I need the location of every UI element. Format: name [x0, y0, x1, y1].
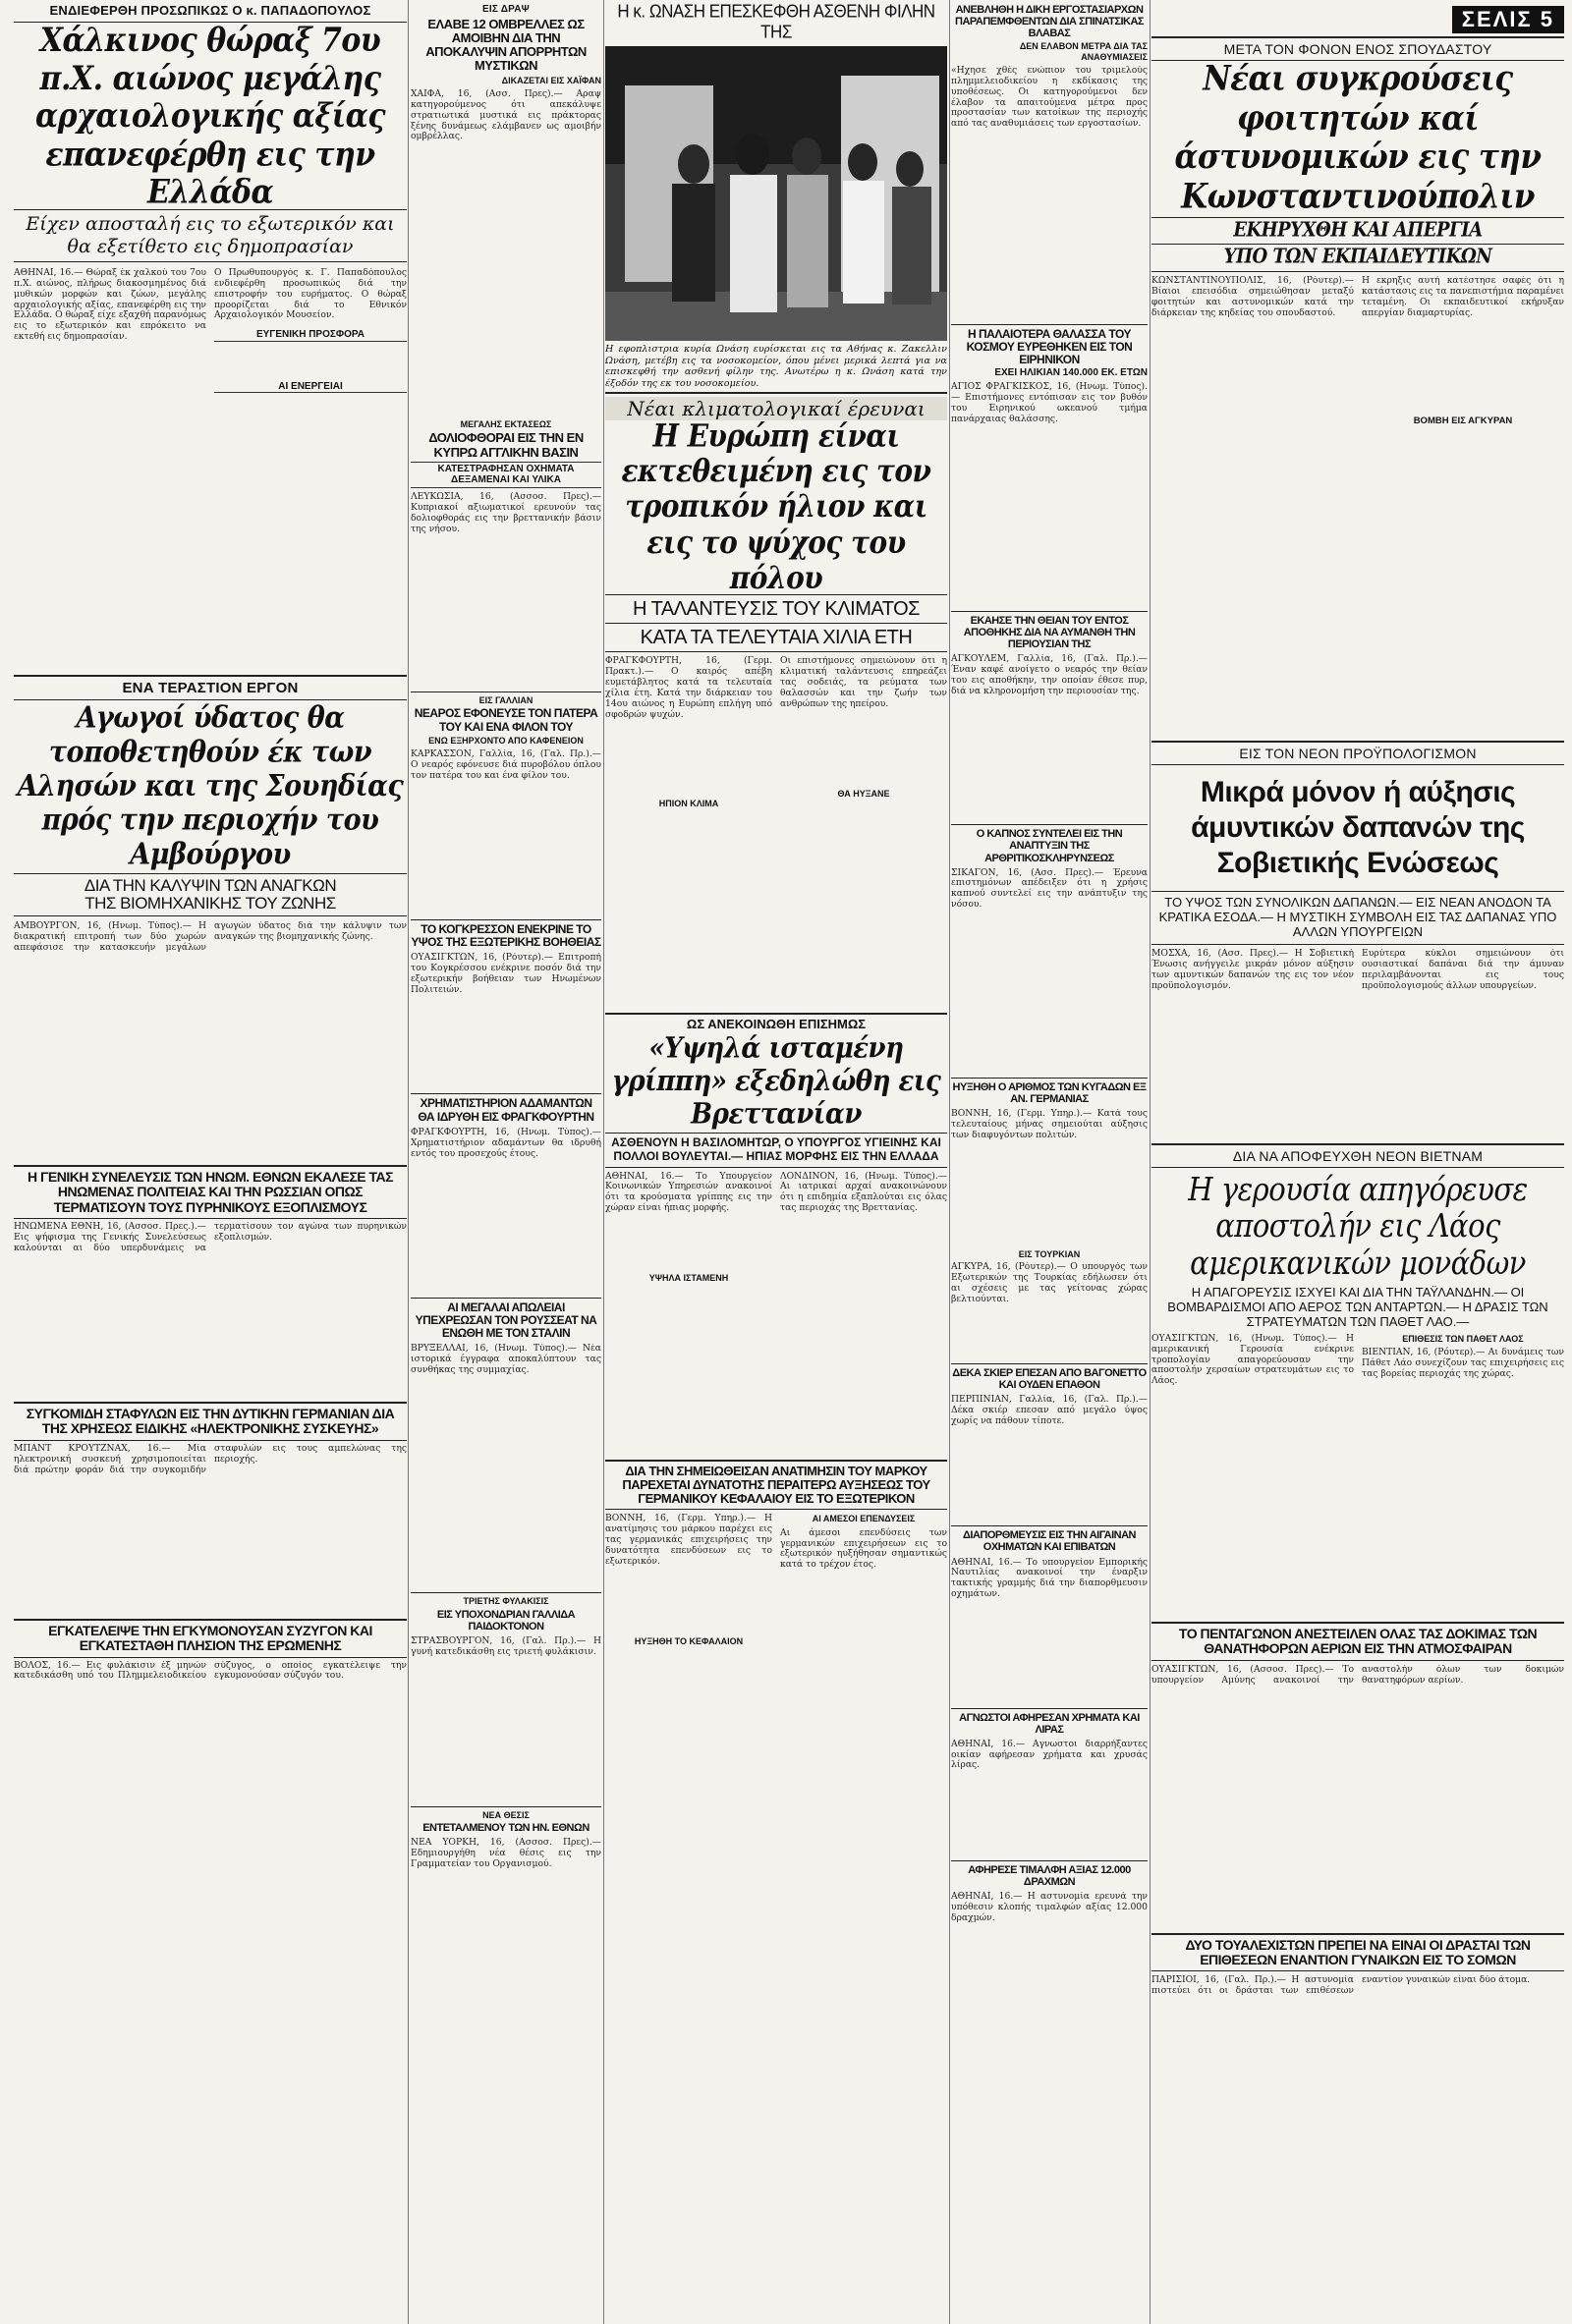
headline: Ο ΚΑΠΝΟΣ ΣΥΝΤΕΛΕΙ ΕΙΣ ΤΗΝ ΑΝΑΠΤΥΞΙΝ ΤΗΣ ΑΡΘΡΙΤΙΚΟΣΚΛΗΡΥΝΣΕΩΣ — [976, 828, 1123, 864]
subheadline: ΕΝΩ ΕΞΗΡΧΟΝΤΟ ΑΠΟ ΚΑΦΕΝΕΙΟΝ — [428, 735, 584, 746]
kicker: ΜΕΤΑ ΤΟΝ ΦΟΝΟΝ ΕΝΟΣ ΣΠΟΥΔΑΣΤΟΥ — [1223, 41, 1492, 57]
inset-heading: ΕΠΙΘΕΣΙΣ ΤΩΝ ΠΑΘΕΤ ΛΑΟΣ — [1402, 1333, 1524, 1344]
headline: Μικρά μόνον ή αύξησις άμυντικών δαπανών της Σοβιετικής Ενώσεως — [1191, 776, 1525, 880]
kicker: ΔΙΑ ΝΑ ΑΠΟΦΕΥΧΘΗ ΝΕΟΝ ΒΙΕΤΝΑΜ — [1232, 1147, 1484, 1164]
article-body: ΚΑΡΚΑΣΣΟΝ, Γαλλία, 16, (Γαλ. Πρ.).— Ο νεαρός εφόνευσε διά πυροβόλου όπλου τον πατέρα του και ένα φίλον του. — [411, 749, 601, 781]
headline: ΗΥΞΗΘΗ Ο ΑΡΙΘΜΟΣ ΤΩΝ ΚΥΓΑΔΩΝ ΕΞ ΑΝ. ΓΕΡΜΑΝΙΑΣ — [952, 1080, 1147, 1105]
kicker: ΕΙΣ ΤΟΝ ΝΕΟΝ ΠΡΟΫΠΟΛΟΓΙΣΜΟΝ — [1239, 746, 1477, 762]
article-body: ΣΤΡΑΣΒΟΥΡΓΟΝ, 16, (Γαλ. Πρ.).— Η γυνή κατεδικάσθη εις τριετή φυλάκισιν. — [411, 1635, 601, 1657]
article-body: ΒΟΝΝΗ, 16, (Γερμ. Υπηρ.).— Κατά τους τελευταίους μήνας σημειούται αύξησις των διαφυγόντων πολιτών. — [951, 1108, 1148, 1140]
kicker: ΝΕΑ ΘΕΣΙΣ — [482, 1809, 530, 1820]
headline: Χάλκινος θώραξ 7ου π.Χ. αιώνος μεγάλης αρχαιολογικής αξίας επανεφέρθη εις την Ελλάδα — [35, 21, 385, 212]
article-body: Αι άμεσοι επενδύσεις των γερμανικών επιχειρήσεων εις το εξωτερικόν ηυξήθησαν σημαντικώς κατά το τρέχον έτος. — [780, 1526, 947, 1571]
inset-heading: ΥΨΗΛΑ ΙΣΤΑΜΕΝΗ — [648, 1272, 729, 1283]
inset-heading: ΗΠΙΟΝ ΚΛΙΜΑ — [658, 799, 719, 809]
column-1 — [14, 0, 407, 2324]
news-photo — [605, 46, 947, 341]
column-rule — [1150, 0, 1151, 2324]
headline: Η κ. ΩΝΑΣΗ ΕΠΕΣΚΕΦΘΗ ΑΣΘΕΝΗ ΦΙΛΗΝ ΤΗΣ — [617, 1, 935, 42]
headline: ΝΕΑΡΟΣ ΕΦΟΝΕΥΣΕ ΤΟΝ ΠΑΤΕΡΑ ΤΟΥ ΚΑΙ ΕΝΑ ΦΙΛΟΝ ΤΟΥ — [414, 706, 598, 734]
column-rule — [603, 0, 604, 2324]
subheadline: ΚΑΤΑ ΤΑ ΤΕΛΕΥΤΑΙΑ ΧΙΛΙΑ ΕΤΗ — [640, 627, 913, 649]
subheadline: ΥΠΟ ΤΩΝ ΕΚΠΑΙΔΕΥΤΙΚΩΝ — [1223, 245, 1492, 269]
headline: Αγωγοί ύδατος θα τοποθετηθούν έκ των Αλησών και της Σουηδίας πρός την περιοχήν του Αμβούργου — [17, 700, 404, 872]
article-body: ΑΘΗΝΑΙ, 16.— Το υπουργείον Εμπορικής Ναυτιλίας ανακοινοί την έναρξιν τακτικής γραμμής διά την διαπορθμευσιν οχημάτων. — [951, 1557, 1148, 1600]
column-rule — [949, 0, 950, 2324]
subheadline: ΤΗΣ ΒΙΟΜΗΧΑΝΙΚΗΣ ΤΟΥ ΖΩΝΗΣ — [14, 895, 407, 916]
article-body: ΑΘΗΝΑΙ, 16.— Η αστυνομία ερευνά την υπόθεσιν κλοπής τιμαλφών αξίας 12.000 δραχμών. — [951, 1891, 1148, 1923]
subheadline: Είχεν αποσταλή εις το εξωτερικόν και θα εξετίθετο εις δημοπρασίαν — [14, 209, 407, 262]
article-body: «Ηχησε χθές ενώπιον του τριμελούς πλημμελειοδικείου η εκδίκασις της υποθέσεως. Οι κατηγορούμενοι δεν έλαβον τα απαιτούμενα μέτρα προς προστασίαν των κατοίκων της περιοχής από τας αναθυμιάσεις των εργοστασίων. — [951, 65, 1148, 130]
article-body: ΒΟΛΟΣ, 16.— Εις φυλάκισιν έξ μηνών κατεδικάσθη υπό του Πλημμελειοδικείου σύζυγος, ο οποίος εγκατέλειψε την εγκυμονούσαν σύζυγόν του. — [14, 1660, 407, 1682]
headline: Νέαι συγκρούσεις φοιτητών καί άστυνομικών εις την Κωνσταντινούπολιν — [1174, 59, 1542, 217]
column-4 — [951, 0, 1148, 2324]
article-body: ΑΘΗΝΑΙ, 16.— Το Υπουργείον Κοινωνικών Υπηρεσιών ανακοινοί ότι τα κρούσματα γρίππης εις την χώραν είναι ήπιας μορφής. — [605, 1171, 772, 1214]
article-body: ΑΜΒΟΥΡΓΟΝ, 16, (Ηνωμ. Τύπος).— Η διακρατική επιτροπή των δύο χωρών απεφάσισε την κατασκευήν μεγάλων αγωγών ύδατος διά την κάλυψιν των αναγκών της βιομηχανικής ζώνης. — [14, 920, 407, 953]
subheadline: ΕΚΗΡΥΧΘΗ ΚΑΙ ΑΠΕΡΓΙΑ — [1233, 218, 1483, 242]
section-label: ΕΙΣ ΤΟΥΡΚΙΑΝ — [1018, 1248, 1081, 1259]
column-2 — [411, 0, 601, 2324]
article-body: ΦΡΑΓΚΦΟΥΡΤΗ, 16, (Γερμ. Πρακτ.).— Ο καιρός απέβη ευμετάβλητος κατά τα τελευταία χίλια έτη. Κατά την διάρκειαν του 14ου αιώνος η Ευρώπη επλήγη υπό σφοδρών ψυχών. — [605, 656, 772, 720]
subheadline: ΕΧΕΙ ΗΛΙΚΙΑΝ 140.000 ΕΚ. ΕΤΩΝ — [994, 366, 1148, 378]
article-body: ΒΡΥΞΕΛΛΑΙ, 16, (Ηνωμ. Τύπος).— Νέα ιστορικά έγγραφα αποκαλύπτουν τας συνθήκας της συμμαχίας. — [411, 1344, 601, 1376]
article-body: ΚΩΝΣΤΑΝΤΙΝΟΥΠΟΛΙΣ, 16, (Ρόυτερ).— Βίαιοι επεισόδια σημειώθησαν μεταξύ φοιτητών και αστυνομικών κατά την διάρκειαν της κηδείας του σπουδαστού. — [1151, 276, 1354, 318]
subheadline: ΔΙΚΑΖΕΤΑΙ ΕΙΣ ΧΑΪΦΑΝ — [501, 75, 601, 85]
article-body: ΑΘΗΝΑΙ, 16.— Αγνωστοι διαρρήξαντες οικίαν αφήρεσαν χρήματα και χρυσάς λίρας. — [951, 1739, 1148, 1771]
article-body: ΑΓΙΟΣ ΦΡΑΓΚΙΣΚΟΣ, 16, (Ηνωμ. Τύπος).— Επιστήμονες εντόπισαν εις τον βυθόν του Ειρηνικού ωκεανού τμήμα πανάρχαιας θαλάσσης. — [951, 382, 1148, 424]
article-body: Ευρύτερα κύκλοι σημειώνουν ότι ουσιαστικαί δαπάναι διά την άμυναν περιλαμβάνονται εις τους προϋπολογισμούς άλλων υπουργείων. — [1362, 948, 1564, 991]
article-body: ΠΕΡΠΙΝΙΑΝ, Γαλλία, 16, (Γαλ. Πρ.).— Δέκα σκιέρ επεσαν από μεγάλο ύψος χωρίς να πάθουν τίποτε. — [951, 1395, 1148, 1427]
subheadline: ΔΙΑ ΤΗΝ ΚΑΛΥΨΙΝ ΤΩΝ ΑΝΑΓΚΩΝ — [84, 875, 337, 895]
article-body: ΝΕΑ ΥΟΡΚΗ, 16, (Ασσοσ. Πρες).— Εδημιουργήθη νέα θέσις εις την Γραμματείαν του Οργανισμού. — [411, 1838, 601, 1870]
headline: Η ΠΑΛΑΙΟΤΕΡΑ ΘΑΛΑΣΣΑ ΤΟΥ ΚΟΣΜΟΥ ΕΥΡΕΘΗΚΕΝ ΕΙΣ ΤΟΝ ΕΙΡΗΝΙΚΟΝ — [966, 326, 1133, 367]
article-body: ΑΘΗΝΑΙ, 16.— Θώραξ έκ χαλκού του 7ου π.Χ. αιώνος, πλήρως διακοσμημένος διά μυθικών μορφών και ζώων, μεγάλης αρχαιολογικής αξίας, επανεφέρθη εις την Ελλάδα. Ο θώραξ είχε εξαχθή παρανόμως εις το εξωτερικόν και επρόκειτο να εκτεθή εις δημοπρασίαν. — [14, 268, 206, 343]
inset-heading: ΗΥΞΗΘΗ ΤΟ ΚΕΦΑΛΑΙΟΝ — [634, 1635, 744, 1646]
article-body: ΟΥΑΣΙΓΚΤΩΝ, 16, (Ασσοσ. Πρες).— Το υπουργείον Αμύνης ανακοινοί την αναστολήν όλων των δοκιμών θανατηφόρων αερίων. — [1151, 1664, 1564, 1686]
headline: ΑΝΕΒΛΗΘΗ Η ΔΙΚΗ ΕΡΓΟΣΤΑΣΙΑΡΧΩΝ ΠΑΡΑΠΕΜΦΘΕΝΤΩΝ ΔΙΑ ΣΠΙΝΑΤΣΙΚΑΣ ΒΛΑΒΑΣ — [955, 4, 1144, 40]
headline: ΔΙΑΠΟΡΘΜΕΥΣΙΣ ΕΙΣ ΤΗΝ ΑΙΓΑΙΝΑΝ ΟΧΗΜΑΤΩΝ ΚΑΙ ΕΠΙΒΑΤΩΝ — [962, 1529, 1136, 1554]
headline: «Υψηλά ισταμένη γρίππη» εξεδηλώθη εις Βρεττανίαν — [611, 1031, 941, 1132]
headline: ΧΡΗΜΑΤΙΣΤΗΡΙΟΝ ΑΔΑΜΑΝΤΩΝ ΘΑ ΙΔΡΥΘΗ ΕΙΣ ΦΡΑΓΚΦΟΥΡΤΗΝ — [418, 1096, 594, 1124]
article-body: ΑΓΚΟΥΛΕΜ, Γαλλία, 16, (Γαλ. Πρ.).— Έναν καφέ ανοίγετο ο νεαρός την θείαν του εις αποθήκην, την οποίαν έθεσε πυρ, διά να κληρονομήση την περιουσίαν της. — [951, 654, 1148, 696]
subheadline: Η ΑΠΑΓΟΡΕΥΣΙΣ ΙΣΧΥΕΙ ΚΑΙ ΔΙΑ ΤΗΝ ΤΑΫΛΑΝΔΗΝ.— ΟΙ ΒΟΜΒΑΡΔΙΣΜΟΙ ΑΠΟ ΑΕΡΟΣ ΤΩΝ ΑΝΤΑΡΤΩΝ.— Η ΔΡΑΣΙΣ ΤΩΝ ΣΤΡΑΤΕΥΜΑΤΩΝ ΤΩΝ ΠΑΘΕΤ ΛΑΟ.— — [1167, 1285, 1548, 1329]
inset-heading: ΘΑ ΗΥΞΑΝΕ — [837, 788, 890, 799]
article-body: ΣΙΚΑΓΟΝ, 16, (Ασσ. Πρες).— Έρευνα επιστημόνων απέδειξεν ότι η χρήσις καπνού συντελεί εις την ανάπτυξιν της νόσου. — [951, 867, 1148, 911]
headline: ΑΓΝΩΣΤΟΙ ΑΦΗΡΕΣΑΝ ΧΡΗΜΑΤΑ ΚΑΙ ΛΙΡΑΣ — [959, 1711, 1140, 1736]
subheadline: ΚΑΤΕΣΤΡΑΦΗΣΑΝ ΟΧΗΜΑΤΑ ΔΕΞΑΜΕΝΑΙ ΚΑΙ ΥΛΙΚΑ — [411, 462, 601, 488]
kicker: ΕΙΣ ΔΡΑΨ — [482, 4, 530, 15]
column-rule — [408, 0, 409, 2324]
inset-heading: ΑΙ ΕΝΕΡΓΕΙΑΙ — [214, 381, 407, 394]
headline: ΔΟΛΙΟΦΘΟΡΑΙ ΕΙΣ ΤΗΝ ΕΝ ΚΥΠΡΩ ΑΓΓΛΙΚΗΝ ΒΑΣΙΝ — [428, 430, 584, 460]
article-body: ΜΠΑΝΤ ΚΡΟΥΤΖΝΑΧ, 16.— Μία ηλεκτρονική συσκευή χρησιμοποιείται διά πρώτην φοράν διά την συγκομιδήν σταφυλών εις τους αμπελώνας της περιοχής. — [14, 1443, 407, 1475]
headline: Η Ευρώπη είναι εκτεθειμένη εις τον τροπικόν ήλιον και εις το ψύχος του πόλου — [621, 417, 931, 596]
article-body: Ο Πρωθυπουργός κ. Γ. Παπαδόπουλος ενδιεφέρθη προσωπικώς διά την επιστροφήν του ευρήματος. Ο θώραξ προορίζεται διά το Εθνικόν Αρχαιολογικόν Μουσείον. — [214, 268, 407, 321]
article-body: ΒΙΕΝΤΙΑΝ, 16, (Ρόυτερ).— Αι δυνάμεις των Πάθετ Λάο συνεχίζουν τας επιχειρήσεις εις τας βορείας περιοχάς της χώρας. — [1362, 1347, 1564, 1379]
kicker: Νέαι κλιματολογικαί έρευναι — [605, 397, 947, 420]
inset-heading: ΑΙ ΑΜΕΣΟΙ ΕΠΕΝΔΥΣΕΙΣ — [812, 1514, 916, 1524]
kicker: ΕΝΑ ΤΕΡΑΣΤΙΟΝ ΕΡΓΟΝ — [122, 680, 299, 697]
headline: ΕΚΑΗΣΕ ΤΗΝ ΘΕΙΑΝ ΤΟΥ ΕΝΤΟΣ ΑΠΟΘΗΚΗΣ ΔΙΑ ΝΑ ΑΥΜΑΝΘΗ ΤΗΝ ΠΕΡΙΟΥΣΙΑΝ ΤΗΣ — [963, 615, 1136, 651]
subheadline: ΤΟ ΥΨΟΣ ΤΩΝ ΣΥΝΟΛΙΚΩΝ ΔΑΠΑΝΩΝ.— ΕΙΣ ΝΕΑΝ ΑΝΟΔΟΝ ΤΑ ΚΡΑΤΙΚΑ ΕΣΟΔΑ.— Η ΜΥΣΤΙΚΗ ΣΥΜΒΟΛΗ ΕΙΣ ΤΑΣ ΔΑΠΑΝΑΣ ΥΠΟ ΑΛΛΩΝ ΥΠΟΥΡΓΕΙΩΝ — [1158, 895, 1557, 939]
headline: Η γερουσία απηγόρευσε αποστολήν εις Λάος αμερικανικών μονάδων — [1188, 1170, 1528, 1282]
headline: ΤΟ ΚΟΓΚΡΕΣΣΟΝ ΕΝΕΚΡΙΝΕ ΤΟ ΥΨΟΣ ΤΗΣ ΕΞΩΤΕΡΙΚΗΣ ΒΟΗΘΕΙΑΣ — [411, 922, 601, 950]
headline: ΑΙ ΜΕΓΑΛΑΙ ΑΠΩΛΕΙΑΙ ΥΠΕΧΡΕΩΣΑΝ ΤΟΝ ΡΟΥΣΣΕΑΤ ΝΑ ΕΝΩΘΗ ΜΕ ΤΟΝ ΣΤΑΛΙΝ — [415, 1300, 597, 1341]
headline: ΔΙΑ ΤΗΝ ΣΗΜΕΙΩΘΕΙΣΑΝ ΑΝΑΤΙΜΗΣΙΝ ΤΟΥ ΜΑΡΚΟΥ ΠΑΡΕΧΕΤΑΙ ΔΥΝΑΤΟΤΗΣ ΠΕΡΑΙΤΕΡΩ ΑΥΞΗΣΕΩΣ ΤΟΥ ΓΕΡΜΑΝΙΚΟΥ ΚΕΦΑΛΑΙΟΥ ΕΙΣ ΤΟ ΕΞΩΤΕΡΙΚΟΝ — [622, 1463, 930, 1507]
kicker: ΩΣ ΑΝΕΚΟΙΝΩΘΗ ΕΠΙΣΗΜΩΣ — [686, 1017, 867, 1032]
kicker: ΤΡΙΕΤΗΣ ΦΥΛΑΚΙΣΙΣ — [463, 1596, 549, 1607]
article-body: ΧΑΪΦΑ, 16, (Ασσ. Πρες).— Αραψ κατηγορούμενος ότι απεκάλυψε στρατιωτικά μυστικά εις πράκτορας ξένης δυνάμεως ελάμβανεν ως αμοιβήν ομβρέλλας. — [411, 89, 601, 142]
headline: ΔΥΟ ΤΟΥΑΛΕΧΙΣΤΩΝ ΠΡΕΠΕΙ ΝΑ ΕΙΝΑΙ ΟΙ ΔΡΑΣΤΑΙ ΤΩΝ ΕΠΙΘΕΣΕΩΝ ΕΝΑΝΤΙΟΝ ΓΥΝΑΙΚΩΝ ΕΙΣ ΤΟ ΣΟΜΩΝ — [1185, 1936, 1531, 1968]
article-body: ΛΟΝΔΙΝΟΝ, 16, (Ηνωμ. Τύπος).— Αι ιατρικαί αρχαί ανακοινώνουν ότι η επιδημία εξαπλούται εις όλας τας περιοχάς της Βρεττανίας. — [780, 1171, 947, 1214]
article-body: ΟΥΑΣΙΓΚΤΩΝ, 16, (Ηνωμ. Τύπος).— Η αμερικανική Γερουσία ενέκρινε τροπολογίαν απαγορεύουσαν την αποστολήν χερσαίων στρατευμάτων εις το Λάος. — [1151, 1333, 1354, 1387]
article-body: ΒΟΝΝΗ, 16, (Γερμ. Υπηρ.).— Η ανατίμησις του μάρκου παρέχει εις τας γερμανικάς επιχειρήσεις την δυνατότητα επενδύσεων εις το εξωτερικόν. — [605, 1514, 772, 1567]
inset-heading: ΒΟΜΒΗ ΕΙΣ ΑΓΚΥΡΑΝ — [1413, 415, 1513, 427]
article-body: ΟΥΑΣΙΓΚΤΩΝ, 16, (Ρόυτερ).— Επιτροπή του Κογκρέσσου ενέκρινε ποσόν διά την εξωτερικήν βοήθειαν των Ηνωμένων Πολιτειών. — [411, 953, 601, 995]
inset-heading: ΕΥΓΕΝΙΚΗ ΠΡΟΣΦΟΡΑ — [214, 329, 407, 342]
headline: ΕΓΚΑΤΕΛΕΙΨΕ ΤΗΝ ΕΓΚΥΜΟΝΟΥΣΑΝ ΣΥΖΥΓΟΝ ΚΑΙ ΕΓΚΑΤΕΣΤΑΘΗ ΠΛΗΣΙΟΝ ΤΗΣ ΕΡΩΜΕΝΗΣ — [48, 1622, 372, 1654]
photo-caption: Η εφοπλιστρια κυρία Ωνάση ευρίσκεται εις τα Αθήνας κ. Ζακελλιν Ωνάση, μετέβη εις τα νοσοκομείον, όπου μένει μερικά λεπτά για να επισκεφθή την ασθενή φίλην της. Ανωτέρω η κ. Ωνάση κατά την έξοδόν της εκ του νοσοκομείου. — [605, 344, 947, 389]
article-body: ΛΕΥΚΩΣΙΑ, 16, (Ασσοσ. Πρες).— Κυπριακοί αξιωματικοί ερευνούν τας δολιοφθοράς εις την βρεττανικήν βάσιν της νήσου. — [411, 491, 601, 534]
headline: Η ΓΕΝΙΚΗ ΣΥΝΕΛΕΥΣΙΣ ΤΩΝ ΗΝΩΜ. ΕΘΝΩΝ ΕΚΑΛΕΣΕ ΤΑΣ ΗΝΩΜΕΝΑΣ ΠΟΛΙΤΕΙΑΣ ΚΑΙ ΤΗΝ ΡΩΣΣΙΑΝ ΟΠΩΣ ΤΕΡΜΑΤΙΣΟΥΝ ΤΟΥΣ ΠΥΡΗΝΙΚΟΥΣ ΕΞΟΠΛΙΣΜΟΥΣ — [27, 1168, 393, 1215]
headline: ΔΕΚΑ ΣΚΙΕΡ ΕΠΕΣΑΝ ΑΠΟ ΒΑΓΟΝΕΤΤΟ ΚΑΙ ΟΥΔΕΝ ΕΠΑΘΟΝ — [952, 1367, 1147, 1392]
headline: ΤΟ ΠΕΝΤΑΓΩΝΟΝ ΑΝΕΣΤΕΙΛΕΝ ΟΛΑΣ ΤΑΣ ΔΟΚΙΜΑΣ ΤΩΝ ΘΑΝΑΤΗΦΟΡΩΝ ΑΕΡΙΩΝ ΕΙΣ ΤΗΝ ΑΤΜΟΣΦΑΙΡΑΝ — [1178, 1625, 1538, 1657]
kicker: ΕΝΔΙΕΦΕΡΘΗ ΠΡΟΣΩΠΙΚΩΣ Ο κ. ΠΑΠΑΔΟΠΟΥΛΟΣ — [49, 3, 371, 18]
subheadline: ΑΣΘΕΝΟΥΝ Η ΒΑΣΙΛΟΜΗΤΩΡ, Ο ΥΠΟΥΡΓΟΣ ΥΓΙΕΙΝΗΣ ΚΑΙ ΠΟΛΛΟΙ ΒΟΥΛΕΥΤΑΙ.— ΗΠΙΑΣ ΜΟΡΦΗΣ ΕΙΣ ΤΗΝ ΕΛΛΑΔΑ — [611, 1134, 941, 1163]
article-body: ΑΓΚΥΡΑ, 16, (Ρόυτερ).— Ο υπουργός των Εξωτερικών της Τουρκίας εδήλωσεν ότι αι σχέσεις με τας γείτονας χώρας βελτιούνται. — [951, 1262, 1148, 1304]
headline: ΕΝΤΕΤΑΛΜΕΝΟΥ ΤΩΝ ΗΝ. ΕΘΝΩΝ — [422, 1822, 590, 1835]
article-body: Η εκρηξις αυτή κατέστησε σαφές ότι η κατάστασις εις τα πανεπιστήμια παραμένει τεταμένη. Οι εκπαιδευτικοί εκήρυξαν απεργίαν διαμαρτυρίας. — [1362, 276, 1564, 318]
article-body: ΦΡΑΓΚΦΟΥΡΤΗ, 16, (Ηνωμ. Τύπος).— Χρηματιστήριον αδαμάντων θα ιδρυθή εντός του προσεχούς έτους. — [411, 1127, 601, 1159]
photo-onassis-hospital — [605, 46, 947, 341]
headline: ΣΥΓΚΟΜΙΔΗ ΣΤΑΦΥΛΩΝ ΕΙΣ ΤΗΝ ΔΥΤΙΚΗΝ ΓΕΡΜΑΝΙΑΝ ΔΙΑ ΤΗΣ ΧΡΗΣΕΩΣ ΕΙΔΙΚΗΣ «ΗΛΕΚΤΡΟΝΙΚΗΣ ΣΥΣΚΕΥΗΣ» — [26, 1406, 395, 1437]
page-number-badge: ΣΕΛΙΣ 5 — [1452, 6, 1564, 33]
article-body: ΗΝΩΜΕΝΑ ΕΘΝΗ, 16, (Ασσοσ. Πρες.).— Εις ψήφισμα της Γενικής Συνελεύσεως καλούνται αι δύο υπερδυνάμεις να τερματίσουν τον αγώνα των πυρηνικών εξοπλισμών. — [14, 1222, 407, 1253]
article-body: Οι επιστήμονες σημειώνουν ότι η κλιματική ταλάντευσις επηρεάζει τας σοδειάς, τα ρεύματα των θαλασσών και την ζωήν των ανθρώπων της ηπείρου. — [780, 656, 947, 709]
headline: ΕΛΑΒΕ 12 ΟΜΒΡΕΛΛΕΣ ΩΣ ΑΜΟΙΒΗΝ ΔΙΑ ΤΗΝ ΑΠΟΚΑΛΥΨΙΝ ΑΠΟΡΡΗΤΩΝ ΜΥΣΤΙΚΩΝ — [425, 16, 587, 74]
article-body: ΜΟΣΧΑ, 16, (Ασσ. Πρες).— Η Σοβιετική Ένωσις ανήγγειλε μικράν μόνον αύξησιν των αμυντικών δαπανών της εις τον νέον προϋπολογισμόν. — [1151, 948, 1354, 991]
section-label: ΜΕΓΑΛΗΣ ΕΚΤΑΣΕΩΣ — [460, 419, 552, 430]
headline: ΕΙΣ ΥΠΟΧΟΝΔΡΙΑΝ ΓΑΛΛΙΔΑ ΠΑΙΔΟΚΤΟΝΟΝ — [436, 1608, 576, 1632]
headline: ΑΦΗΡΕΣΕ ΤΙΜΑΛΦΗ ΑΞΙΑΣ 12.000 ΔΡΑΧΜΩΝ — [968, 1863, 1131, 1888]
column-3 — [605, 0, 947, 2324]
subheadline: ΔΕΝ ΕΛΑΒΟΝ ΜΕΤΡΑ ΔΙΑ ΤΑΣ ΑΝΑΘΥΜΙΑΣΕΙΣ — [1019, 41, 1148, 62]
subheadline: Η ΤΑΛΑΝΤΕΥΣΙΣ ΤΟΥ ΚΛΙΜΑΤΟΣ — [632, 598, 921, 621]
column-5 — [1151, 0, 1564, 2324]
section-label: ΕΙΣ ΓΑΛΛΙΑΝ — [478, 694, 533, 705]
article-body: ΠΑΡΙΣΙΟΙ, 16, (Γαλ. Πρ.).— Η αστυνομία πιστεύει ότι οι δράσται των επιθέσεων εναντίον γυναικών είναι δύο άτομα. — [1151, 1975, 1531, 1997]
